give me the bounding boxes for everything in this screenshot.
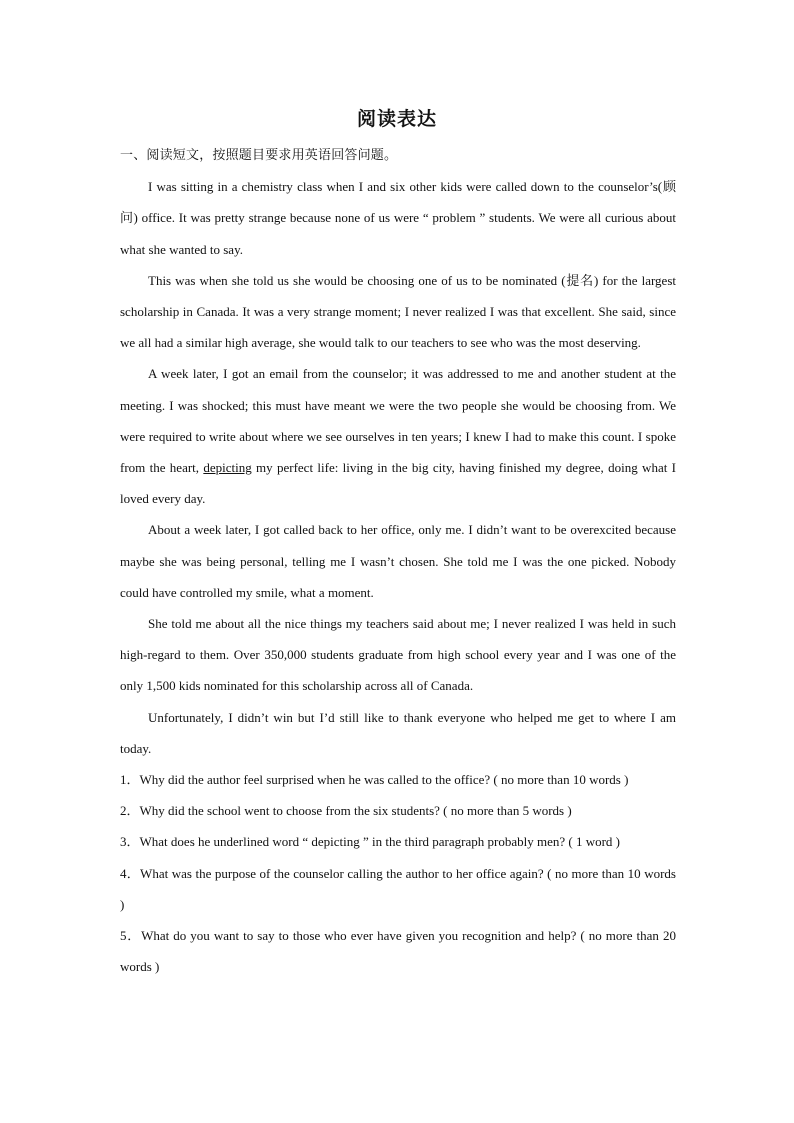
paragraph-1: I was sitting in a chemistry class when I and six other kids were called down to the counselor’s(顾问) office. It was pretty strange because none of us were “ problem ” students. We were all curious about what she wanted to say. xyxy=(120,179,676,257)
question-text: Why did the school went to choose from the six students? ( no more than 5 words ) xyxy=(139,803,572,819)
question-number: 3． xyxy=(120,834,140,850)
question-text: What do you want to say to those who ever have given you recognition and help? ( no more than 20 words ) xyxy=(120,928,676,975)
section-instruction: 一、阅读短文，按照题目要求用英语回答问题。 xyxy=(120,148,398,163)
question-1 xyxy=(120,764,676,795)
question-text: Why did the author feel surprised when he was called to the office? ( no more than 10 words ) xyxy=(139,772,629,788)
question-number: 1． xyxy=(120,772,140,788)
question-2 xyxy=(120,795,676,826)
question-number: 4． xyxy=(120,865,141,881)
paragraph-3-tail: my perfect life: living in the big city, having finished my degree, doing what I loved every day. xyxy=(120,460,676,507)
paragraph-2: This was when she told us she would be choosing one of us to be nominated (提名) for the largest scholarship in Canada. It was a very strange moment; I never realized I was that excellent. She said, since we all had a similar high average, she would talk to our teachers to see who was the most deserving. xyxy=(120,272,676,351)
question-text: What was the purpose of the counselor calling the author to her office again? ( no more than 10 words ) xyxy=(120,865,676,912)
paragraph-3 xyxy=(120,358,676,514)
question-4 xyxy=(120,858,676,920)
document-body xyxy=(120,140,676,982)
question-text: What does he underlined word “ depicting ” in the third paragraph probably men? ( 1 word ) xyxy=(139,834,620,850)
paragraph-5: She told me about all the nice things my teachers said about me; I never realized I was held in such high-regard to them. Over 350,000 students graduate from high school every year and I was one of the only 1,500 kids nominated for this scholarship across all of Canada. xyxy=(120,616,676,694)
paragraph-3-text: A week later, I got an email from the counselor; it was addressed to me and another student at the meeting. I was shocked; this must have meant we were the two people she would be choosing from. We were required to write about where we see ourselves in ten years; I knew I had to make this count. I spoke from the heart, xyxy=(120,366,676,476)
question-number: 2． xyxy=(120,803,140,819)
question-5 xyxy=(120,920,676,982)
page-title: 阅读表达 xyxy=(356,108,437,130)
paragraph-6: Unfortunately, I didn’t win but I’d still like to thank everyone who helped me get to where I am today. xyxy=(120,709,676,756)
underlined-word: depicting xyxy=(203,460,252,476)
paragraph-4: About a week later, I got called back to her office, only me. I didn’t want to be overexcited because maybe she was being personal, telling me I wasn’t chosen. She told me I was the one picked. Nobody could have controlled my smile, what a moment. xyxy=(120,522,676,600)
question-number: 5． xyxy=(120,928,142,944)
question-3 xyxy=(120,826,676,857)
